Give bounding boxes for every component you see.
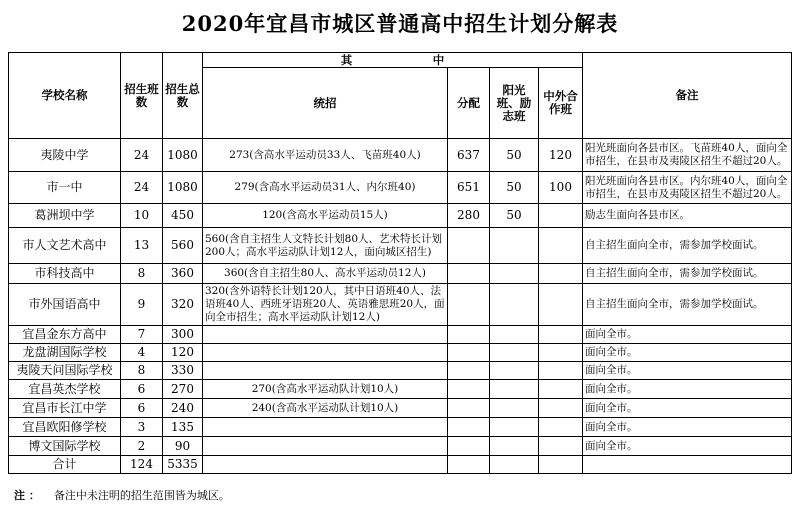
classes-cell: 7 xyxy=(121,326,163,344)
classes-cell: 3 xyxy=(121,418,163,437)
remark-cell: 阳光班面向各县市区。飞苗班40人，面向全市招生，在县市及夷陵区招生不超过20人。 xyxy=(583,139,792,172)
classes-cell: 24 xyxy=(121,172,163,204)
classes-cell: 8 xyxy=(121,264,163,284)
remark-cell: 自主招生面向全市，需参加学校面试。 xyxy=(583,284,792,326)
remark-cell: 自主招生面向全市，需参加学校面试。 xyxy=(583,228,792,264)
remark-cell: 面向全市。 xyxy=(583,380,792,399)
remark-cell: 自主招生面向全市，需参加学校面试。 xyxy=(583,264,792,284)
unified-cell: 320(含外语特长计划120人，其中日语班40人、法语班40人、西班牙语班20人、英语雅思班20人，面向全市招生；高水平运动队计划12人) xyxy=(203,284,448,326)
total-cell: 320 xyxy=(163,284,203,326)
header-classes: 招生班数 xyxy=(121,53,163,139)
table-row xyxy=(9,380,792,399)
table-row xyxy=(9,284,792,326)
sunshine-cell xyxy=(490,399,539,418)
sino-cell xyxy=(539,437,583,456)
remark-cell: 面向全市。 xyxy=(583,326,792,344)
total-cell: 560 xyxy=(163,228,203,264)
school-cell: 博文国际学校 xyxy=(9,437,121,456)
allocation-cell: 637 xyxy=(448,139,490,172)
sunshine-cell xyxy=(490,344,539,362)
table-row xyxy=(9,326,792,344)
total-cell: 135 xyxy=(163,418,203,437)
table-row xyxy=(9,204,792,228)
header-allocation: 分配 xyxy=(448,68,490,139)
header-total: 招生总数 xyxy=(163,53,203,139)
school-cell: 葛洲坝中学 xyxy=(9,204,121,228)
total-cell: 330 xyxy=(163,362,203,380)
school-cell: 宜昌欧阳修学校 xyxy=(9,418,121,437)
sunshine-cell xyxy=(490,380,539,399)
allocation-cell xyxy=(448,380,490,399)
classes-cell: 2 xyxy=(121,437,163,456)
school-cell: 夷陵天问国际学校 xyxy=(9,362,121,380)
sunshine-cell xyxy=(490,418,539,437)
table-row xyxy=(9,228,792,264)
total-cell: 270 xyxy=(163,380,203,399)
unified-cell: 120(含高水平运动员15人) xyxy=(203,204,448,228)
school-cell: 宜昌金东方高中 xyxy=(9,326,121,344)
school-cell: 宜昌英杰学校 xyxy=(9,380,121,399)
sunshine-cell xyxy=(490,264,539,284)
unified-cell: 270(含高水平运动队计划10人) xyxy=(203,380,448,399)
allocation-cell xyxy=(448,326,490,344)
sino-cell: 120 xyxy=(539,139,583,172)
unified-cell: 240(含高水平运动队计划10人) xyxy=(203,399,448,418)
allocation-cell xyxy=(448,362,490,380)
total-row xyxy=(9,456,792,474)
header-unified: 统招 xyxy=(203,68,448,139)
unified-cell: 273(含高水平运动员33人、飞苗班40人) xyxy=(203,139,448,172)
sino-cell xyxy=(539,228,583,264)
sunshine-cell xyxy=(490,437,539,456)
sunshine-cell xyxy=(490,362,539,380)
table-row xyxy=(9,139,792,172)
school-cell: 市科技高中 xyxy=(9,264,121,284)
school-cell: 龙盘湖国际学校 xyxy=(9,344,121,362)
remark-cell: 面向全市。 xyxy=(583,437,792,456)
classes-cell: 4 xyxy=(121,344,163,362)
remark-cell: 面向全市。 xyxy=(583,362,792,380)
sino-cell xyxy=(539,399,583,418)
classes-cell: 9 xyxy=(121,284,163,326)
remark-cell: 励志生面向各县市区。 xyxy=(583,204,792,228)
total-cell: 1080 xyxy=(163,172,203,204)
total-enrollment: 5335 xyxy=(163,456,203,474)
footnote-label: 注 ： xyxy=(14,489,40,502)
allocation-cell xyxy=(448,437,490,456)
enrollment-plan-table xyxy=(8,52,792,474)
sino-cell: 100 xyxy=(539,172,583,204)
allocation-cell: 280 xyxy=(448,204,490,228)
classes-cell: 6 xyxy=(121,380,163,399)
remark-cell: 面向全市。 xyxy=(583,344,792,362)
school-cell: 市外国语高中 xyxy=(9,284,121,326)
page-title: 2020年宜昌市城区普通高中招生计划分解表 xyxy=(181,11,619,36)
total-label: 合计 xyxy=(9,456,121,474)
allocation-cell xyxy=(448,418,490,437)
table-row xyxy=(9,399,792,418)
allocation-cell xyxy=(448,399,490,418)
table-row xyxy=(9,172,792,204)
unified-cell xyxy=(203,326,448,344)
table-row xyxy=(9,418,792,437)
total-cell: 360 xyxy=(163,264,203,284)
school-cell: 夷陵中学 xyxy=(9,139,121,172)
footnote-text: 备注中未注明的招生范围皆为城区。 xyxy=(53,489,230,502)
sunshine-cell xyxy=(490,228,539,264)
unified-cell: 560(含自主招生人文特长计划80人、艺术特长计划200人；高水平运动队计划12人，面向城区招生) xyxy=(203,228,448,264)
classes-cell: 8 xyxy=(121,362,163,380)
school-cell: 宜昌市长江中学 xyxy=(9,399,121,418)
classes-cell: 24 xyxy=(121,139,163,172)
allocation-cell xyxy=(448,344,490,362)
allocation-cell xyxy=(448,284,490,326)
unified-cell xyxy=(203,362,448,380)
header-school-name: 学校名称 xyxy=(9,53,121,139)
total-cell: 450 xyxy=(163,204,203,228)
classes-cell: 6 xyxy=(121,399,163,418)
sino-cell xyxy=(539,362,583,380)
unified-cell: 360(含自主招生80人、高水平运动员12人) xyxy=(203,264,448,284)
allocation-cell xyxy=(448,228,490,264)
header-remarks: 备注 xyxy=(583,53,792,139)
total-cell: 1080 xyxy=(163,139,203,172)
total-cell: 120 xyxy=(163,344,203,362)
sunshine-cell: 50 xyxy=(490,172,539,204)
header-sunshine: 阳光班、励志班 xyxy=(490,68,539,139)
unified-cell: 279(含高水平运动员31人、内尔班40) xyxy=(203,172,448,204)
unified-cell xyxy=(203,418,448,437)
table-row xyxy=(9,437,792,456)
sino-cell xyxy=(539,380,583,399)
sino-cell xyxy=(539,204,583,228)
remark-cell: 面向全市。 xyxy=(583,399,792,418)
total-classes: 124 xyxy=(121,456,163,474)
header-sino-foreign: 中外合作班 xyxy=(539,68,583,139)
classes-cell: 10 xyxy=(121,204,163,228)
table-row xyxy=(9,362,792,380)
sunshine-cell xyxy=(490,284,539,326)
allocation-cell xyxy=(448,264,490,284)
sunshine-cell: 50 xyxy=(490,139,539,172)
unified-cell xyxy=(203,344,448,362)
sino-cell xyxy=(539,284,583,326)
classes-cell: 13 xyxy=(121,228,163,264)
sunshine-cell xyxy=(490,326,539,344)
sino-cell xyxy=(539,264,583,284)
allocation-cell: 651 xyxy=(448,172,490,204)
unified-cell xyxy=(203,437,448,456)
total-cell: 240 xyxy=(163,399,203,418)
total-cell: 90 xyxy=(163,437,203,456)
remark-cell: 阳光班面向各县市区。内尔班40人，面向全市招生，在县市及夷陵区招生不超过20人。 xyxy=(583,172,792,204)
sunshine-cell: 50 xyxy=(490,204,539,228)
footnote xyxy=(14,487,230,503)
table-row xyxy=(9,264,792,284)
header-group: 其 中 xyxy=(203,53,583,68)
table-row xyxy=(9,344,792,362)
remark-cell: 面向全市。 xyxy=(583,418,792,437)
school-cell: 市一中 xyxy=(9,172,121,204)
school-cell: 市人文艺术高中 xyxy=(9,228,121,264)
total-cell: 300 xyxy=(163,326,203,344)
sino-cell xyxy=(539,418,583,437)
sino-cell xyxy=(539,344,583,362)
sino-cell xyxy=(539,326,583,344)
